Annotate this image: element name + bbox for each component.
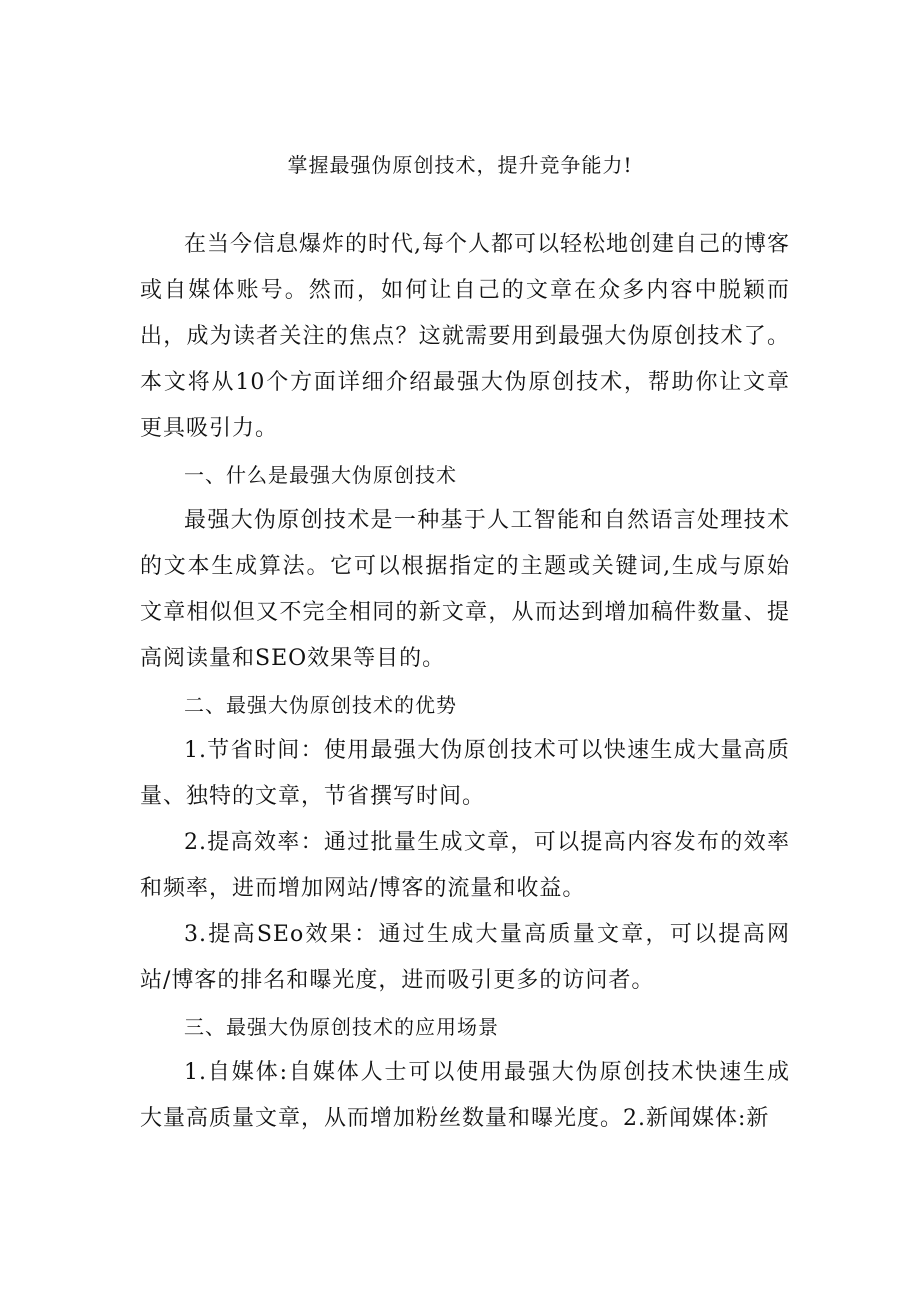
document-body bbox=[140, 222, 790, 1142]
section-1-paragraph: 最强大伪原创技术是一种基于人工智能和自然语言处理技术的文本生成算法。它可以根据指定的主题或关键词,生成与原始文章相似但又不完全相同的新文章，从而达到增加稿件数量、提高阅读量和SEO效果等目的。 bbox=[140, 508, 790, 671]
advantage-item-3: 3.提高SEo效果：通过生成大量高质量文章，可以提高网站/博客的排名和曝光度，进而吸引更多的访问者。 bbox=[140, 922, 790, 993]
intro-paragraph: 在当今信息爆炸的时代,每个人都可以轻松地创建自己的博客或自媒体账号。然而，如何让自己的文章在众多内容中脱颖而出，成为读者关注的焦点？这就需要用到最强大伪原创技术了。本文将从10个方面详细介绍最强大伪原创技术，帮助你让文章更具吸引力。 bbox=[140, 232, 790, 441]
section-heading-1: 一、什么是最强大伪原创技术 bbox=[184, 463, 457, 487]
document-title: 掌握最强伪原创技术，提升竞争能力! bbox=[287, 153, 633, 177]
advantage-item-2: 2.提高效率：通过批量生成文章，可以提高内容发布的效率和频率，进而增加网站/博客的流量和收益。 bbox=[140, 830, 790, 901]
application-paragraph: 1.自媒体:自媒体人士可以使用最强大伪原创技术快速生成大量高质量文章，从而增加粉丝数量和曝光度。2.新闻媒体:新 bbox=[140, 1060, 790, 1131]
section-heading-3: 三、最强大伪原创技术的应用场景 bbox=[184, 1015, 499, 1039]
advantage-item-1: 1.节省时间：使用最强大伪原创技术可以快速生成大量高质量、独特的文章，节省撰写时间。 bbox=[140, 738, 790, 809]
section-heading-2: 二、最强大伪原创技术的优势 bbox=[184, 693, 457, 717]
